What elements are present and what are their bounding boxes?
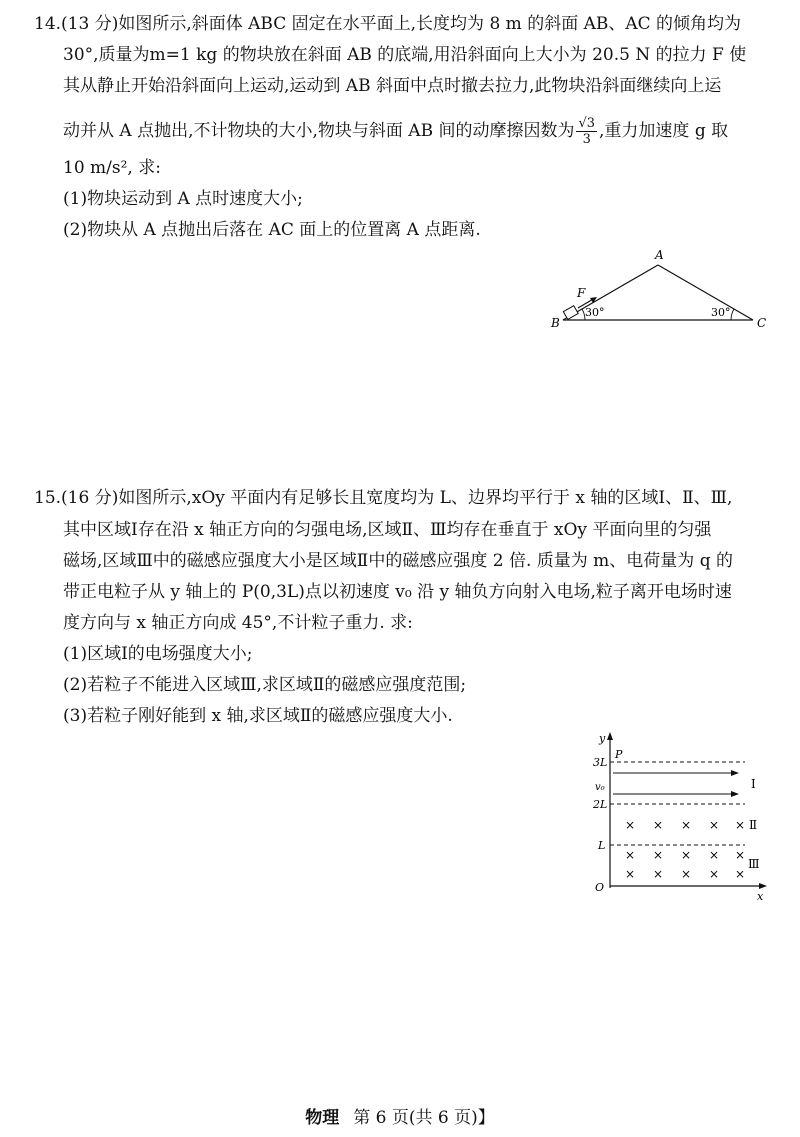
fraction-denominator: 3 (582, 132, 591, 147)
q14-sub-2: (2)物块从 A 点抛出后落在 AC 面上的位置离 A 点距离. (63, 220, 481, 240)
field-arrowhead-2 (731, 791, 739, 797)
q14-line-4-pre: 动并从 A 点抛出,不计物块的大小,物块与斜面 AB 间的动摩擦因数为 (63, 121, 575, 141)
cross-mark: × (681, 818, 692, 832)
cross-mark: × (625, 848, 636, 862)
q15-line-3: 磁场,区域Ⅲ中的磁感应强度大小是区域Ⅱ中的磁感应强度 2 倍. 质量为 m、电荷量为 q 的 (63, 551, 733, 571)
cross-mark: × (681, 867, 692, 881)
region-iii-crosses (625, 848, 745, 881)
cross-mark: × (653, 818, 664, 832)
tick-2l: 2L (593, 798, 608, 811)
incline-figure (545, 245, 775, 330)
angle-arc-c (731, 309, 734, 320)
q14-line-4 (63, 116, 728, 147)
label-b: B (551, 316, 560, 330)
region-ii-label: Ⅱ (749, 818, 758, 832)
origin-label: O (595, 881, 605, 894)
q15-sub-1: (1)区域Ⅰ的电场强度大小; (63, 644, 253, 664)
x-axis-arrowhead (759, 883, 767, 889)
region-iii-label: Ⅲ (748, 857, 760, 871)
x-axis-label: x (757, 890, 764, 903)
field-regions-figure (585, 728, 775, 903)
cross-mark: × (653, 848, 664, 862)
q14-line-4-post: ,重力加速度 g 取 (599, 121, 729, 141)
cross-mark: × (653, 867, 664, 881)
cross-mark: × (735, 867, 746, 881)
label-a: A (655, 248, 664, 262)
region-i-label: Ⅰ (751, 777, 756, 791)
q15-line-5: 度方向与 x 轴正方向成 45°,不计粒子重力. 求: (63, 613, 413, 633)
label-f: F (577, 286, 586, 300)
q14-line-3: 其从静止开始沿斜面向上运动,运动到 AB 斜面中点时撤去拉力,此物块沿斜面继续向上运 (63, 76, 722, 96)
v0-label: v₀ (595, 782, 605, 793)
cross-mark: × (709, 818, 720, 832)
cross-mark: × (681, 848, 692, 862)
tick-l: L (598, 839, 606, 852)
field-arrowhead-1 (731, 770, 739, 776)
cross-mark: × (735, 848, 746, 862)
y-axis-label: y (599, 732, 606, 745)
q14-sub-1: (1)物块运动到 A 点时速度大小; (63, 189, 303, 209)
tick-3l: 3L (593, 756, 608, 769)
point-p-label: P (615, 748, 623, 761)
q15-line-4: 带正电粒子从 y 轴上的 P(0,3L)点以初速度 v₀ 沿 y 轴负方向射入电场,粒子离开电场时速 (63, 582, 732, 602)
cross-mark: × (625, 818, 636, 832)
cross-mark: × (735, 818, 746, 832)
angle-label-b: 30° (585, 306, 605, 319)
slope-ac (658, 265, 753, 320)
q14-line-1: 14.(13 分)如图所示,斜面体 ABC 固定在水平面上,长度均为 8 m 的斜面 AB、AC 的倾角均为 (34, 14, 742, 34)
footer-subject: 物理 (305, 1108, 340, 1128)
y-axis-arrowhead (607, 732, 613, 740)
q15-line-1: 15.(16 分)如图所示,xOy 平面内有足够长且宽度均为 L、边界均平行于 x 轴的区域Ⅰ、Ⅱ、Ⅲ, (34, 488, 733, 508)
cross-mark: × (709, 867, 720, 881)
label-c: C (757, 316, 767, 330)
friction-coefficient-fraction (576, 116, 597, 147)
region-ii-crosses (625, 818, 745, 832)
cross-mark: × (709, 848, 720, 862)
footer-page-number: 第 6 页(共 6 页)】 (353, 1108, 495, 1128)
q15-line-2: 其中区域Ⅰ存在沿 x 轴正方向的匀强电场,区域Ⅱ、Ⅲ均存在垂直于 xOy 平面向里的匀强 (63, 520, 712, 540)
cross-mark: × (625, 867, 636, 881)
q14-line-2: 30°,质量为m=1 kg 的物块放在斜面 AB 的底端,用沿斜面向上大小为 20.5 N 的拉力 F 使 (63, 45, 747, 65)
q14-line-5: 10 m/s², 求: (63, 158, 161, 178)
block (563, 306, 578, 320)
page-footer (0, 1103, 800, 1128)
angle-label-c: 30° (711, 306, 731, 319)
q15-sub-3: (3)若粒子刚好能到 x 轴,求区域Ⅱ的磁感应强度大小. (63, 706, 453, 726)
q15-sub-2: (2)若粒子不能进入区域Ⅲ,求区域Ⅱ的磁感应强度范围; (63, 675, 467, 695)
fraction-numerator: √3 (578, 116, 596, 131)
